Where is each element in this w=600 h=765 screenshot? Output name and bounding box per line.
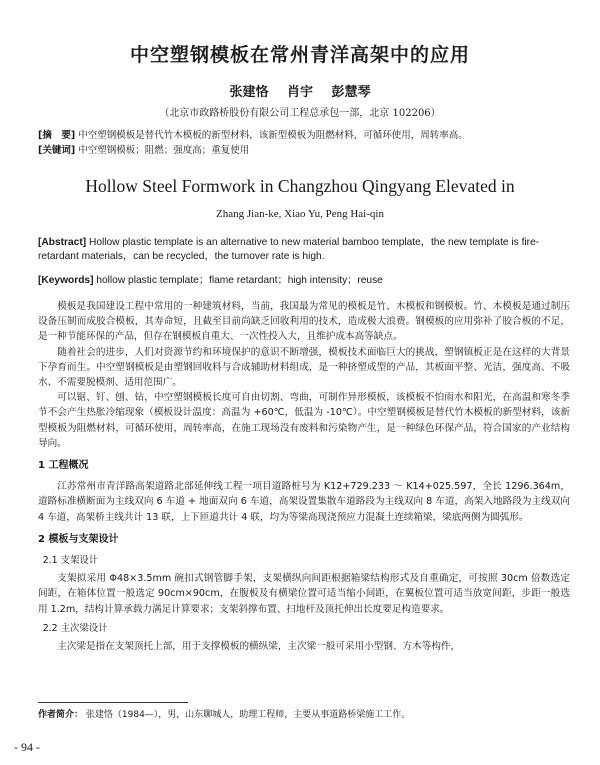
abstract-en-label: [Abstract] <box>38 237 87 248</box>
affiliation: （北京市政路桥股份有限公司工程总承包一部，北京 102206） <box>159 108 441 119</box>
authors: 张建恪 肖宇 彭慧琴 <box>229 85 371 100</box>
abstract-en <box>38 236 568 264</box>
keywords-en-text: hollow plastic template；flame retardant；high intensity；reuse <box>96 275 383 286</box>
footnote-divider <box>38 702 188 703</box>
section1-paragraph: 江苏常州市青洋路高架道路北部延伸线工程一项目道路桩号为 K12+729.233 ～ K14+025.597，全长 1296.364m，道路标准横断面为主线双向 6 车道 + 地面双向 6 车道，高架设置集散车道路段为主线双向 8 车道，高架入地路段为主线双向 4 车道，高架桥主线共计 13 联，上下匝道共计 4 联，均为等梁高现浇预应力混凝土连续箱梁，梁底两侧为圆弧形。 <box>38 481 570 523</box>
abstract-cn-text: 中空塑钢模板是替代竹木模板的新型材料，该新型模板为阻燃材料，可循环使用，周转率高。 <box>78 130 468 141</box>
section-heading: 2 模板与支架设计 <box>38 533 119 545</box>
keywords-cn <box>38 143 578 158</box>
abstract-cn-label: [摘 要] <box>38 130 76 141</box>
intro-paragraph: 可以锯、钉、刨、钻，中空塑钢模板长度可自由切割、弯曲，可制作异形模板，该模板不怕雨水和阳光，在高温和寒冬季节不会产生热胀冷缩现象（模板设计温度：高温为 +60℃，低温为 -10℃）。中空塑钢模板是替代竹木模板的新型材料，该新型模板为阻燃材料，可循环使用，周转率高，在施工现场没有废料和污染物产生，是一种绿色环保产品，符合国家的产业结构导向。 <box>38 392 570 449</box>
intro-paragraph: 模板是我国建设工程中常用的一种建筑材料，当前，我国最为常见的模板是竹、木模板和钢模板。竹、木模板是通过制压设备压制而成胶合模板，其寿命短，且截至目前尚缺乏回收利用的技术，造成极大浪费。钢模板的应用弥补了胶合板的不足，是一种节能环保的产品，但存在钢模板自重大、一次性投入大，且维护成本高等缺点。 <box>38 301 570 343</box>
keywords-en <box>38 271 568 286</box>
author-footnote <box>38 707 410 720</box>
abstract-cn <box>38 128 578 143</box>
paper-title: 中空塑钢模板在常州青洋高架中的应用 <box>129 44 470 66</box>
english-authors: Zhang Jian-ke, Xiao Yu, Peng Hai-qin <box>216 208 384 220</box>
keywords-cn-label: [关键词] <box>38 145 76 156</box>
english-title: Hollow Steel Formwork in Changzhou Qingyang Elevated in <box>85 176 515 196</box>
subsection-paragraph: 支架拟采用 Φ48×3.5mm 碗扣式钢管脚手架，支架横纵向间距根据箱梁结构形式及自重确定，可按照 30cm 倍数选定间距，在箱体位置一般选定 90cm×90cm，在腹板及有横梁位置可适当缩小间距，在翼板位置可适当放宽间距，步距一般选用 1.2m，结构计算承载力满足计算要求；支架斜撑布置、扫地杆及顶托伸出长度要足构造要求。 <box>38 573 570 615</box>
footnote-text: 张建恪（1984—），男，山东聊城人，助理工程师，主要从事道路桥梁施工工作。 <box>85 710 411 720</box>
subsection-paragraph: 主次梁是指在支架顶托上部，用于支撑模板的横纵梁，主次梁一般可采用小型钢、方木等构件， <box>57 641 461 653</box>
subsection-heading: 2.1 支架设计 <box>42 555 99 567</box>
keywords-en-label: [Keywords] <box>38 275 94 286</box>
subsection-heading: 2.2 主次梁设计 <box>42 622 108 634</box>
abstract-en-text: Hollow plastic template is an alternative to new material bamboo template，the new template is fire-retardant materials，can be recycled，the turnover rate is high. <box>38 237 540 262</box>
page-number: - 94 - <box>14 740 40 754</box>
keywords-cn-text: 中空塑钢模板；阻燃；强度高；重复使用 <box>78 145 250 156</box>
footnote-label: 作者简介： <box>38 710 84 720</box>
body-text <box>38 299 570 654</box>
section-heading: 1 工程概况 <box>38 460 89 472</box>
intro-paragraph: 随着社会的进步，人们对资源节约和环境保护的意识不断增强，模板技术面临巨大的挑战，塑钢镇板正是在这样的大背景下孕育而生。中空塑钢模板是由塑钢回收料与合成辅助材料组成，是一种挤塑成型的产品，其板面平整、光洁，强度高、不吸水、不需要脱模剂、适用范围广。 <box>38 346 570 389</box>
